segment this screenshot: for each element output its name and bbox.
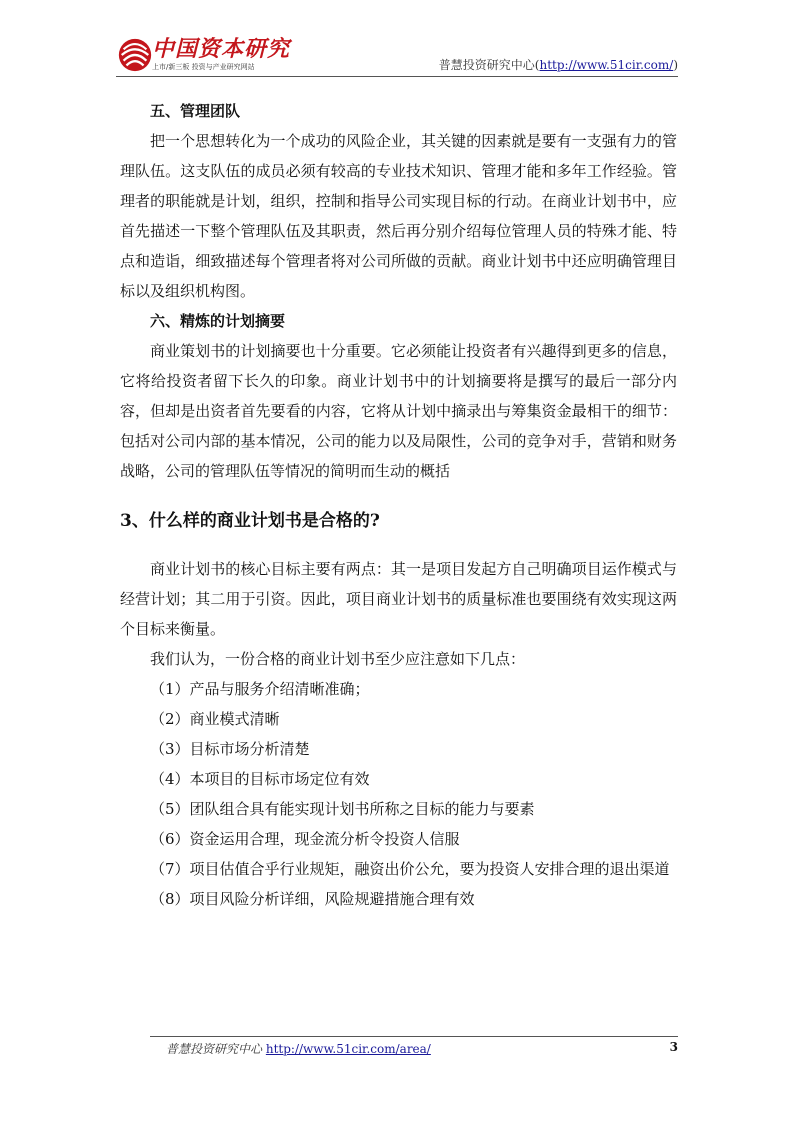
list-item: （4）本项目的目标市场定位有效 [150, 770, 370, 788]
header-center-name: 普慧投资研究中心 [438, 58, 535, 72]
section-plan-summary-heading: 六、精炼的计划摘要 [150, 312, 286, 330]
header-url-link[interactable]: http://www.51cir.com/ [539, 58, 674, 72]
page-number: 3 [669, 1040, 678, 1054]
footer-divider [150, 1036, 678, 1037]
header-open-paren: ( [534, 58, 540, 72]
logo-swirl-icon [116, 36, 154, 74]
question-3-heading: 3、什么样的商业计划书是合格的? [120, 511, 380, 531]
list-item: （5）团队组合具有能实现计划书所称之目标的能力与要素 [150, 800, 535, 818]
footer-url-link[interactable]: http://www.51cir.com/area/ [265, 1042, 431, 1056]
question-3-paragraph-2: 我们认为，一份合格的商业计划书至少应注意如下几点： [150, 650, 526, 668]
list-item: （1）产品与服务介绍清晰准确； [150, 680, 370, 698]
question-3-paragraph-1: 商业计划书的核心目标主要有两点：其一是项目发起方自己明确项目运作模式与经营计划；其二用于引资。因此，项目商业计划书的质量标准也要围绕有效实现这两个目标来衡量。 [120, 560, 677, 638]
list-item: （6）资金运用合理，现金流分析令投资人信服 [150, 830, 460, 848]
list-item: （2）商业模式清晰 [150, 710, 280, 728]
page-header [116, 30, 678, 76]
list-item: （7）项目估值合乎行业规矩，融资出价公允，要为投资人安排合理的退出渠道 [150, 860, 670, 878]
section-plan-summary-paragraph: 商业策划书的计划摘要也十分重要。它必须能让投资者有兴趣得到更多的信息，它将给投资者留下长久的印象。商业计划书中的计划摘要将是撰写的最后一部分内容，但却是出资者首先要看的内容，它将从计划中摘录出与筹集资金最相干的细节：包括对公司内部的基本情况，公司的能力以及局限性，公司的竞争对手，营销和财务战略，公司的管理队伍等情况的简明而生动的概括 [120, 342, 677, 480]
footer-label: 普慧投资研究中心 [166, 1042, 263, 1056]
list-item: （3）目标市场分析清楚 [150, 740, 310, 758]
document-body [120, 96, 677, 914]
header-source [439, 56, 678, 73]
header-divider [116, 76, 678, 77]
list-item: （8）项目风险分析详细，风险规避措施合理有效 [150, 890, 475, 908]
page-footer [166, 1040, 678, 1057]
logo-subtitle: 上市/新三板 投资与产业研究网站 [152, 63, 255, 71]
section-management-team-heading: 五、管理团队 [150, 102, 241, 120]
header-close-paren: ) [673, 58, 678, 72]
brand-logo[interactable] [116, 34, 316, 76]
logo-title: 中国资本研究 [152, 36, 291, 62]
section-management-team-paragraph: 把一个思想转化为一个成功的风险企业，其关键的因素就是要有一支强有力的管理队伍。这支队伍的成员必须有较高的专业技术知识、管理才能和多年工作经验。管理者的职能就是计划，组织，控制和指导公司实现目标的行动。在商业计划书中，应首先描述一下整个管理队伍及其职责，然后再分别介绍每位管理人员的特殊才能、特点和造诣，细致描述每个管理者将对公司所做的贡献。商业计划书中还应明确管理目标以及组织机构图。 [120, 132, 677, 300]
